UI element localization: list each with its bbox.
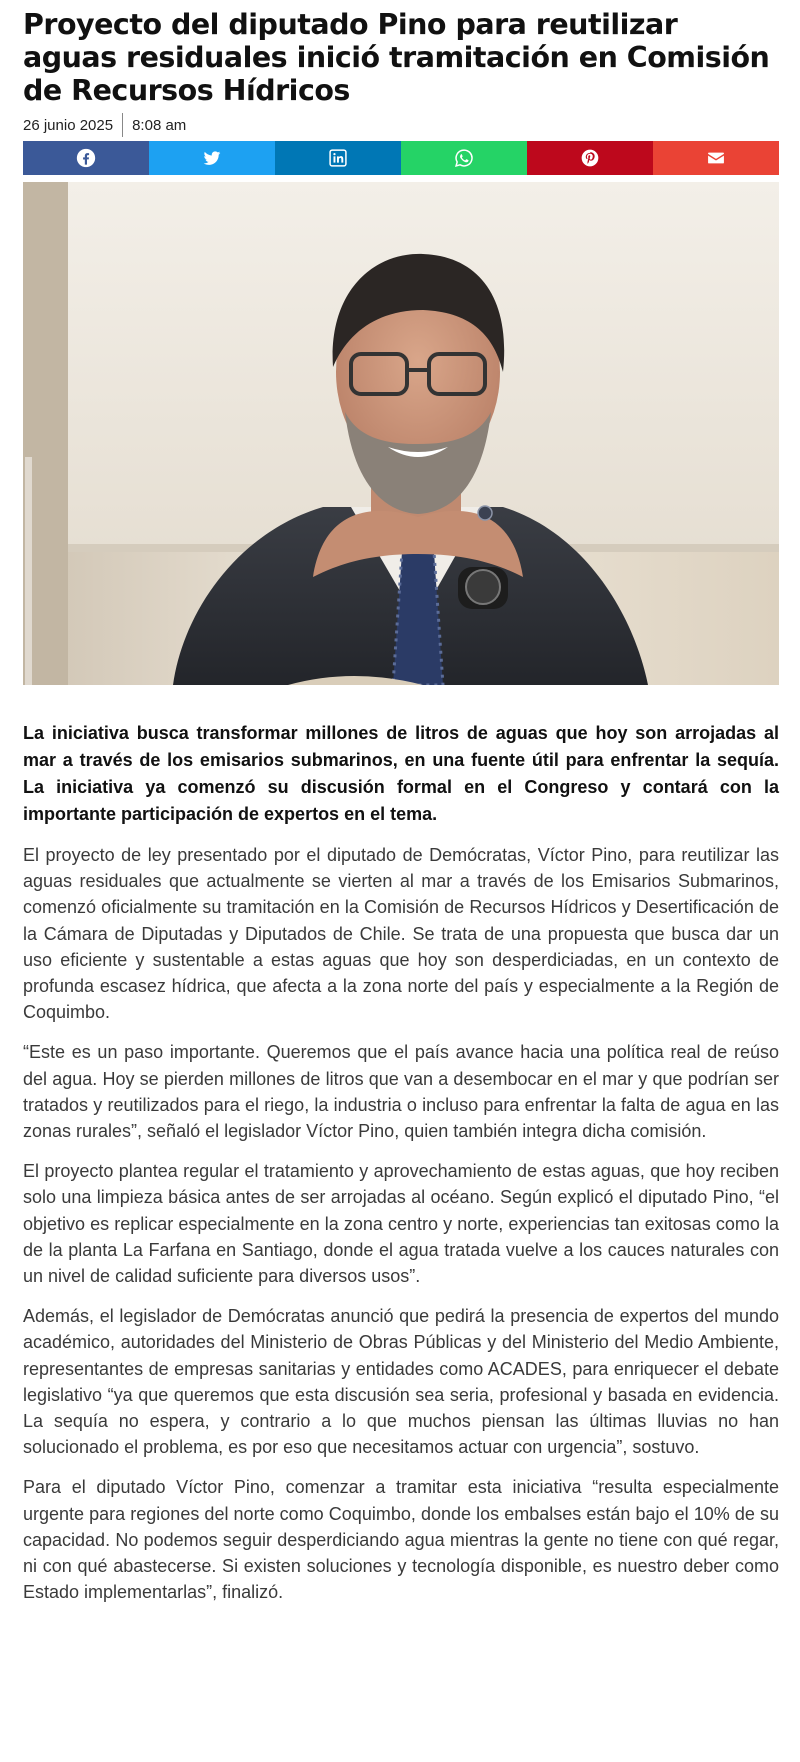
share-email-button[interactable] xyxy=(653,141,779,175)
share-twitter-button[interactable] xyxy=(149,141,275,175)
article-paragraph: El proyecto plantea regular el tratamiento y aprovechamiento de estas aguas, que hoy reciben solo una limpieza básica antes de ser arrojadas al océano. Según explicó el diputado Pino, “el objetivo es replicar especialmente en la zona centro y norte, experiencias tan exitosas como la de la planta La Farfana en Santiago, donde el agua tratada vuelve a los cauces naturales con un nivel de calidad suficiente para diversos usos”. xyxy=(23,1161,779,1287)
article-meta xyxy=(23,110,779,140)
whatsapp-icon xyxy=(454,148,474,168)
article-paragraph: El proyecto de ley presentado por el diputado de Demócratas, Víctor Pino, para reutilizar las aguas residuales que actualmente se vierten al mar a través de los Emisarios Submarinos, comenzó oficialmente su tramitación en la Comisión de Recursos Hídricos y Desertificación de la Cámara de Diputadas y Diputados de Chile. Se trata de una propuesta que busca dar un uso eficiente y sustentable a estas aguas que hoy son desperdiciadas, en un contexto de profunda escasez hídrica, que afecta a la zona norte del país y especialmente a la Región de Coquimbo. xyxy=(23,845,779,1023)
article-paragraph: “Este es un paso importante. Queremos que el país avance hacia una política real de reúso del agua. Hoy se pierden millones de litros que van a desembocar en el mar y que podrían ser tratados y reutilizados para el riego, la industria o incluso para enfrentar la falta de agua en las zonas rurales”, señaló el legislador Víctor Pino, quien también integra dicha comisión. xyxy=(23,1042,779,1142)
publish-time: 8:08 am xyxy=(132,116,187,134)
article-paragraph: Para el diputado Víctor Pino, comenzar a tramitar esta iniciativa “resulta especialmente urgente para regiones del norte como Coquimbo, donde los embalses están bajo el 10% de su capacidad. No podemos seguir desperdiciando agua mientras la gente no tiene con qué regar, ni con qué abastecerse. Si existen soluciones y tecnología disponible, es nuestro deber como Estado implementarlas”, finalizó. xyxy=(23,1477,779,1603)
twitter-icon xyxy=(202,148,222,168)
article-photo xyxy=(23,182,779,685)
article-title: Proyecto del diputado Pino para reutilizar aguas residuales inició tramitación en Comisión de Recursos Hídricos xyxy=(23,8,770,107)
publish-date: 26 junio 2025 xyxy=(23,116,114,134)
envelope-icon xyxy=(706,148,726,168)
linkedin-icon xyxy=(328,148,348,168)
facebook-icon xyxy=(76,148,96,168)
share-bar xyxy=(23,141,779,175)
article-paragraph: Además, el legislador de Demócratas anunció que pedirá la presencia de expertos del mundo académico, autoridades del Ministerio de Obras Públicas y del Ministerio del Medio Ambiente, representantes de empresas sanitarias y entidades como ACADES, para enriquecer el debate legislativo “ya que queremos que esta discusión sea seria, profesional y basada en evidencia. La sequía no espera, y contrario a lo que muchos piensan las últimas lluvias no han solucionado el problema, es por eso que necesitamos actuar con urgencia”, sostuvo. xyxy=(23,1306,779,1458)
article xyxy=(23,8,779,1605)
article-lead: La iniciativa busca transformar millones de litros de aguas que hoy son arrojadas al mar a través de los emisarios submarinos, en una fuente útil para enfrentar la sequía. La iniciativa ya comenzó su discusión formal en el Congreso y contará con la importante participación de expertos en el tema. xyxy=(23,723,779,824)
pinterest-icon xyxy=(580,148,600,168)
share-linkedin-button[interactable] xyxy=(275,141,401,175)
share-facebook-button[interactable] xyxy=(23,141,149,175)
share-pinterest-button[interactable] xyxy=(527,141,653,175)
share-whatsapp-button[interactable] xyxy=(401,141,527,175)
